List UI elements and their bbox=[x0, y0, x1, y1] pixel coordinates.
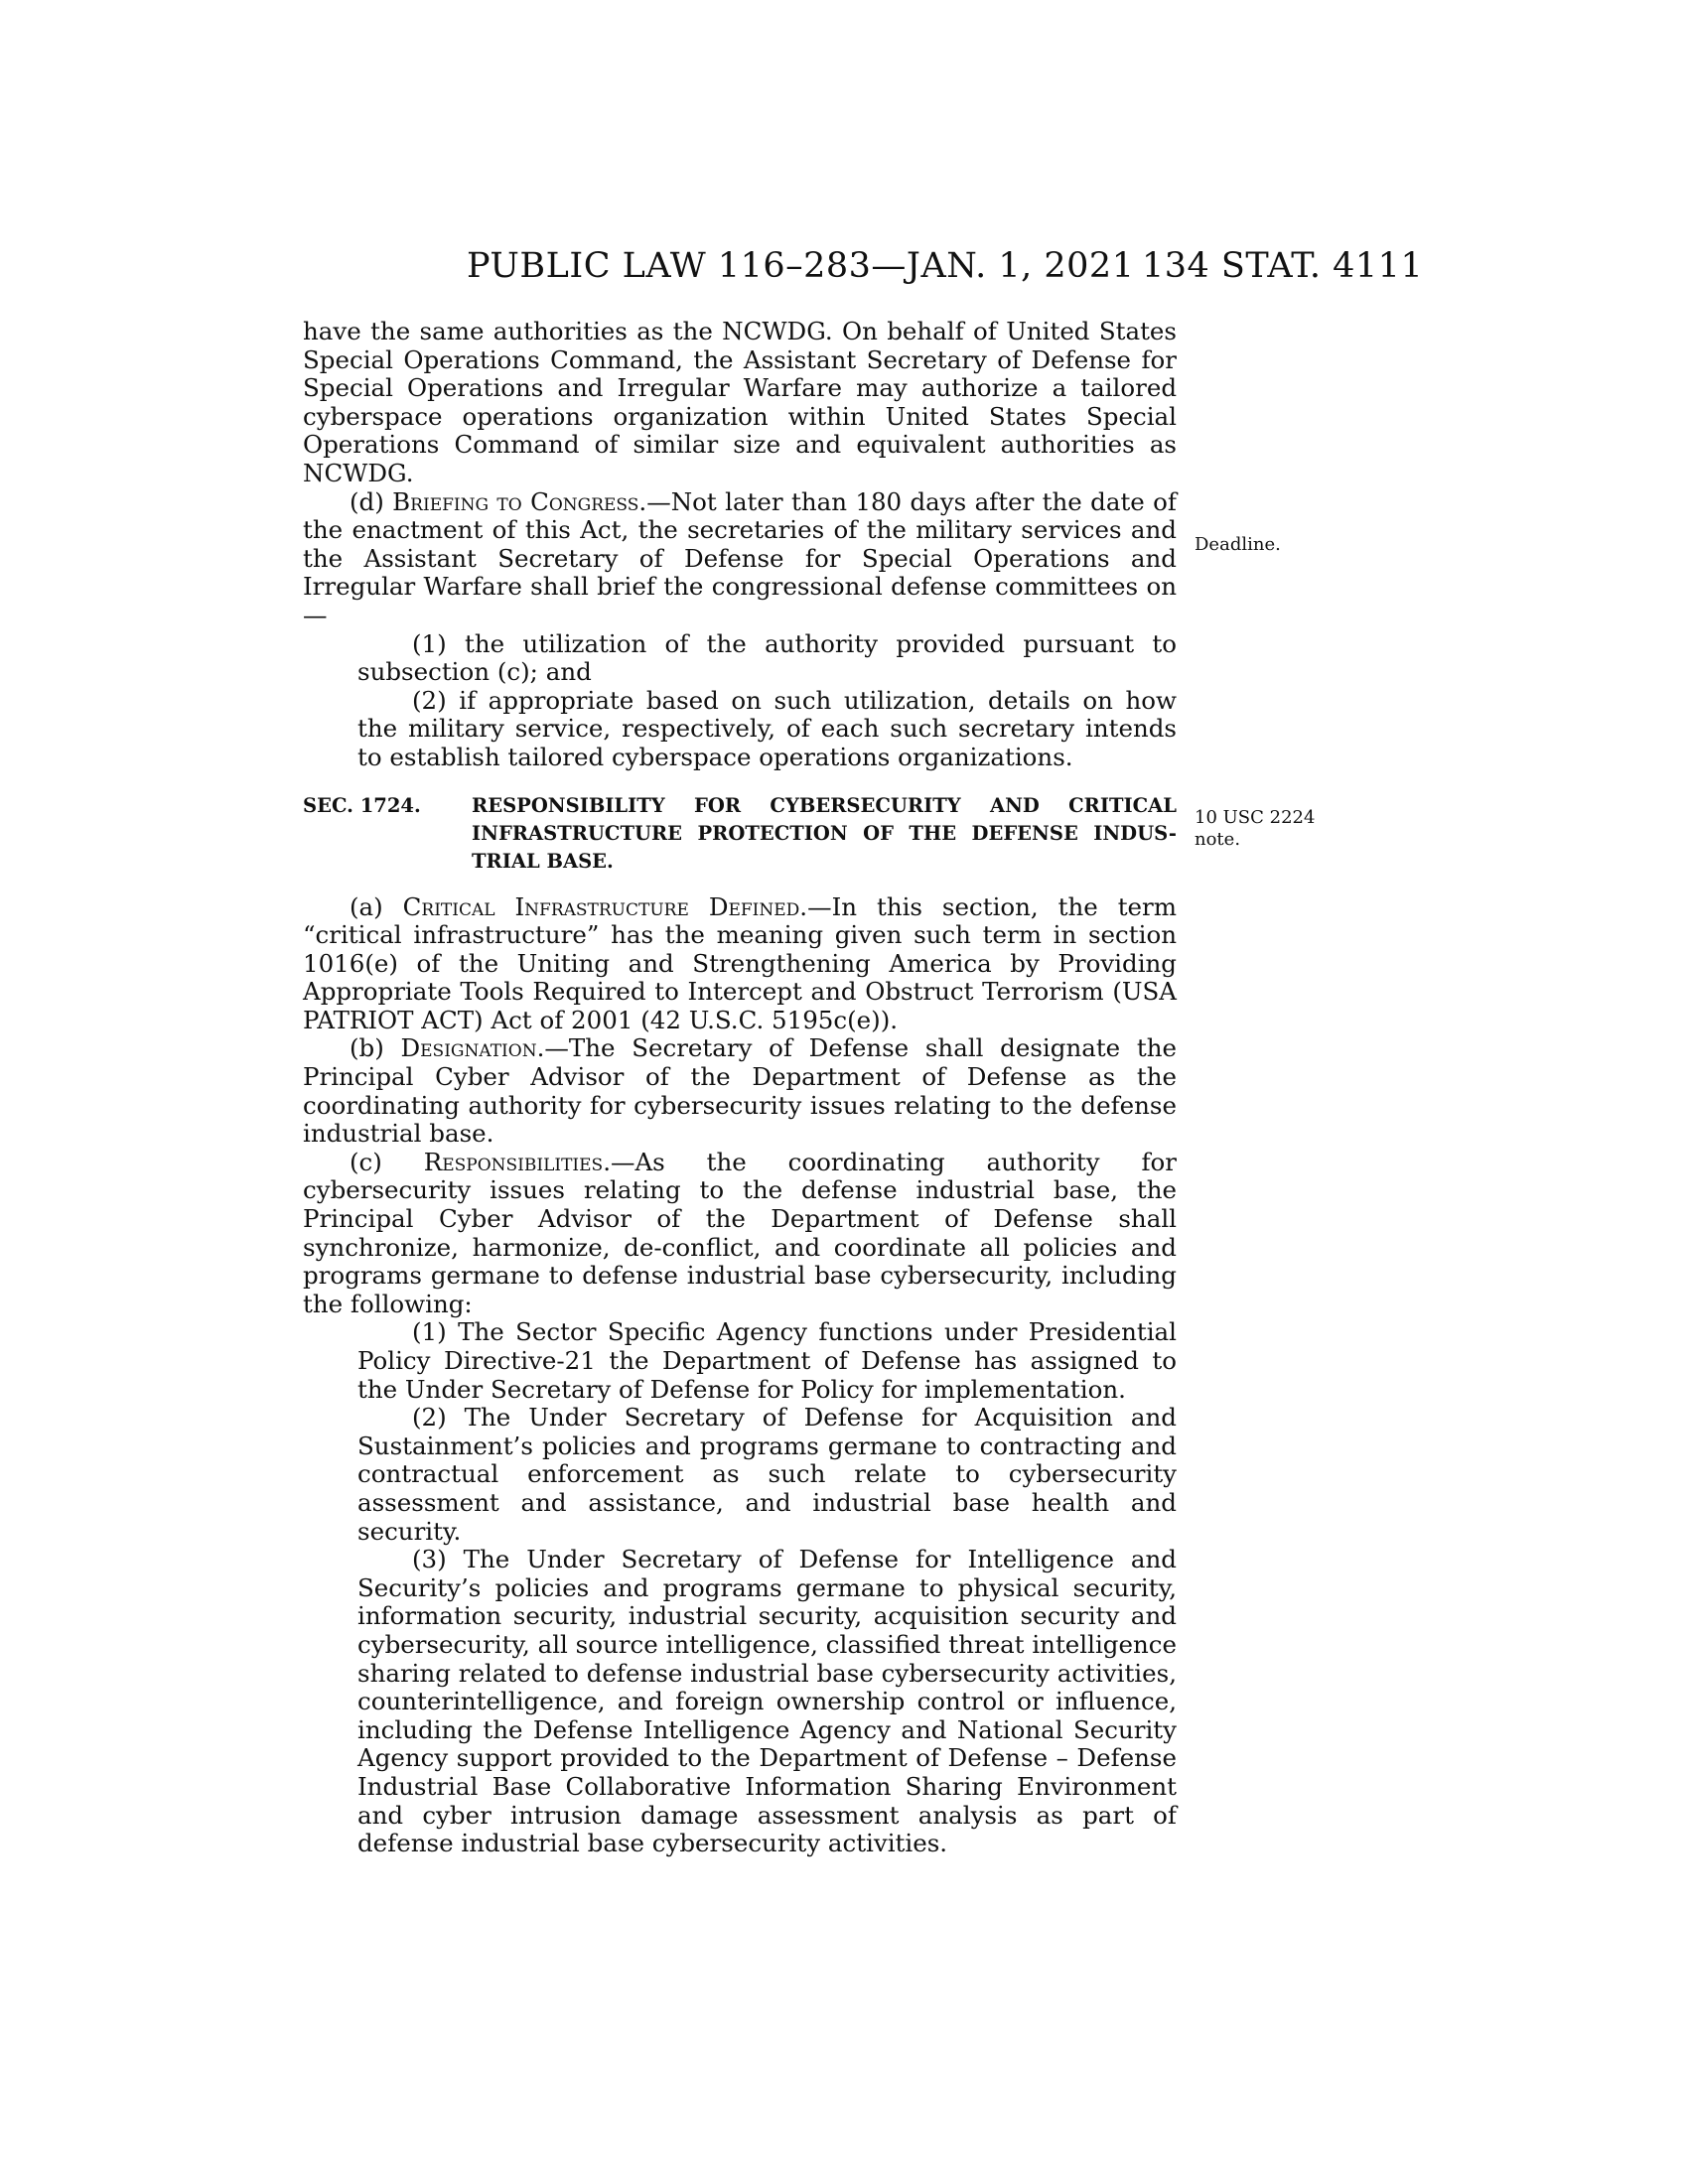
paragraph-continuation: have the same authorities as the NCWDG. On behalf of United States Special Operations Command, the Assistant Secretary of Defense for Special Operations and Irregular Warfare may authorize a tailored cyberspace operations organization within United States Special Operations Command of similar size and equivalent authorities as NCWDG. bbox=[303, 317, 1177, 487]
margin-note-deadline: Deadline. bbox=[1195, 534, 1281, 555]
document-body bbox=[303, 318, 1177, 1858]
margin-note-usc-note: note. bbox=[1195, 829, 1241, 850]
subsection-b-heading: Designation bbox=[400, 1033, 537, 1063]
subsection-d-label: (d) bbox=[350, 486, 393, 516]
subsection-a-label: (a) bbox=[350, 891, 403, 921]
section-heading bbox=[303, 792, 1177, 876]
subsection-b-label: (b) bbox=[350, 1033, 401, 1063]
margin-note-usc-ref: 10 USC 2224 bbox=[1195, 807, 1316, 828]
subsection-b-text: .—The Secretary of Defense shall designate the Principal Cyber Advisor of the Department of Defense as the coordinating authority for cybersecurity issues relating to the defense industrial base. bbox=[303, 1033, 1177, 1149]
page-header-title: PUBLIC LAW 116–283—JAN. 1, 2021 bbox=[467, 246, 1135, 286]
subsection-c-heading: Responsibilities bbox=[423, 1147, 604, 1176]
subsection-a bbox=[303, 893, 1177, 1035]
subsection-d-heading: Briefing to Congress bbox=[392, 486, 639, 516]
subsection-c-label: (c) bbox=[350, 1147, 424, 1176]
subsection-d-text: .—Not later than 180 days after the date of the enactment of this Act, the secretaries of the military services and the Assistant Secretary of Defense for Special Operations and Irregular Warfare shall brief the congressional defense committees on— bbox=[303, 486, 1177, 629]
subsection-c-item-2: (2) The Under Secretary of Defense for Acquisition and Sustainment’s policies and programs germane to contracting and contractual enforcement as such relate to cybersecurity assessment and assistance, and industrial base health and security. bbox=[357, 1403, 1177, 1546]
section-title: RESPONSIBILITY FOR CYBERSECURITY AND CRITICAL INFRASTRUCTURE PROTECTION OF THE DEFENSE INDUS-TRIAL BASE. bbox=[472, 793, 1177, 873]
subsection-d-item-1: (1) the utilization of the authority provided pursuant to subsection (c); and bbox=[357, 628, 1177, 687]
subsection-d-item-2: (2) if appropriate based on such utilization, details on how the military service, respectively, of each such secretary intends to establish tailored cyberspace operations organizations. bbox=[357, 685, 1177, 771]
subsection-c-item-1: (1) The Sector Specific Agency functions under Presidential Policy Directive-21 the Department of Defense has assigned to the Under Secretary of Defense for Policy for implementation. bbox=[357, 1317, 1177, 1404]
subsection-a-heading: Critical Infrastructure Defined bbox=[402, 891, 800, 921]
subsection-a-text: .—In this section, the term “critical infrastructure” has the meaning given such term in section 1016(e) of the Uniting and Strengthening America by Providing Appropriate Tools Required to Intercept and Obstruct Terrorism (USA PATRIOT ACT) Act of 2001 (42 U.S.C. 5195c(e)). bbox=[303, 891, 1177, 1034]
subsection-c-item-3: (3) The Under Secretary of Defense for Intelligence and Security’s policies and programs germane to physical security, information security, industrial security, acquisition security and cybersecurity, all source intelligence, classified threat intelligence sharing related to defense industrial base cybersecurity activities, counterintelligence, and foreign ownership control or influence, including the Defense Intelligence Agency and National Security Agency support provided to the Department of Defense – Defense Industrial Base Collaborative Information Sharing Environment and cyber intrusion damage assessment analysis as part of defense industrial base cybersecurity activities. bbox=[357, 1545, 1177, 1858]
subsection-d bbox=[303, 488, 1177, 630]
page-stat-number: 134 STAT. 4111 bbox=[1142, 246, 1424, 286]
subsection-c-text: .—As the coordinating authority for cybersecurity issues relating to the defense industrial base, the Principal Cyber Advisor of the Department of Defense shall synchronize, harmonize, de-conflict, and coordinate all policies and programs germane to defense industrial base cybersecurity, including the following: bbox=[303, 1147, 1177, 1318]
subsection-b bbox=[303, 1034, 1177, 1148]
subsection-c bbox=[303, 1149, 1177, 1319]
section-number: SEC. 1724. bbox=[303, 793, 421, 817]
